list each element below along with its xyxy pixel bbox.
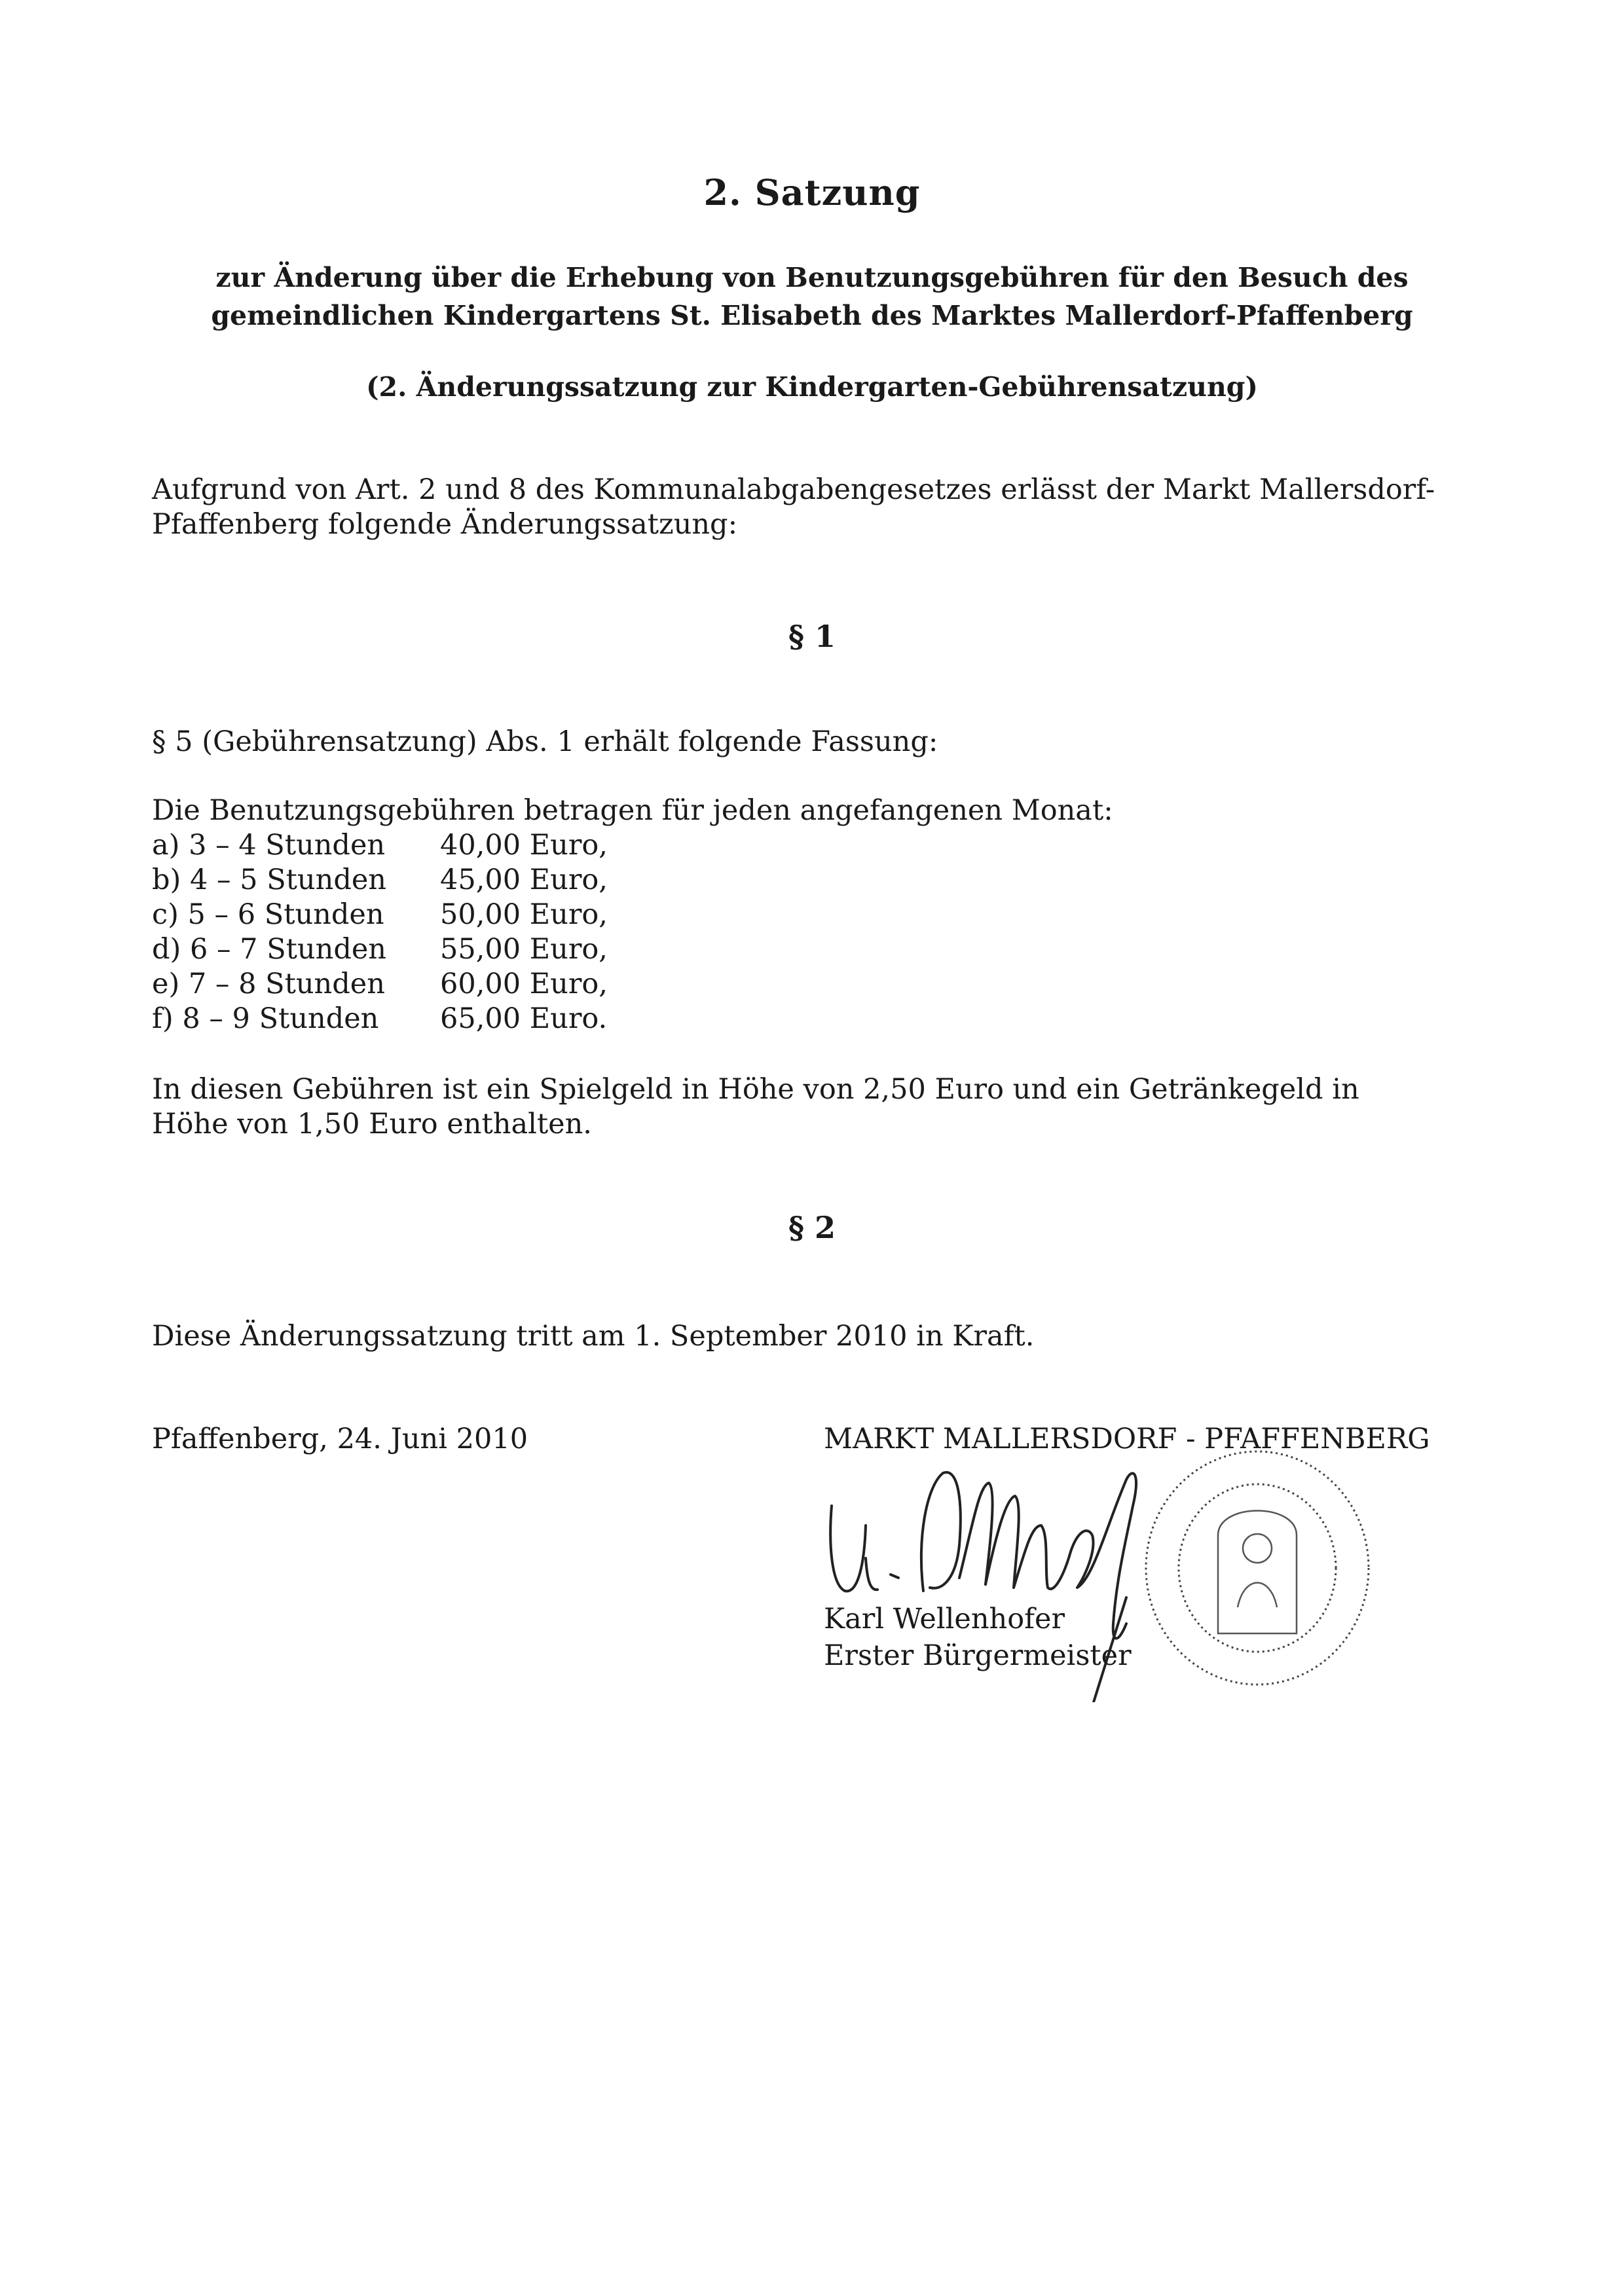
- fee-note-line-2: Höhe von 1,50 Euro enthalten.: [152, 1108, 592, 1140]
- place-date: Pfaffenberg, 24. Juni 2010: [152, 1423, 528, 1455]
- fees-intro: Die Benutzungsgebühren betragen für jeden angefangenen Monat:: [152, 794, 1113, 827]
- section-1-heading: § 1: [788, 619, 836, 654]
- signatory-name: Karl Wellenhofer: [824, 1603, 1065, 1635]
- fee-label: c) 5 – 6 Stunden: [152, 898, 384, 931]
- fee-amount: 65,00 Euro.: [440, 1002, 608, 1035]
- signatory-block: [824, 1601, 1132, 1674]
- fee-amount: 50,00 Euro,: [440, 898, 608, 931]
- fee-label: f) 8 – 9 Stunden: [152, 1002, 379, 1035]
- fee-amount: 45,00 Euro,: [440, 864, 608, 896]
- fee-label: a) 3 – 4 Stunden: [152, 829, 386, 862]
- section-1-intro: § 5 (Gebührensatzung) Abs. 1 erhält folgende Fassung:: [152, 725, 938, 758]
- preamble-line-1: Aufgrund von Art. 2 und 8 des Kommunalabgabengesetzes erlässt der Markt Mallersdorf-: [152, 473, 1435, 506]
- fee-label: e) 7 – 8 Stunden: [152, 968, 385, 1000]
- fee-label: b) 4 – 5 Stunden: [152, 864, 386, 896]
- fee-label: d) 6 – 7 Stunden: [152, 933, 386, 966]
- signatory-role: Erster Bürgermeister: [824, 1639, 1132, 1672]
- section-2-text: Diese Änderungssatzung tritt am 1. September 2010 in Kraft.: [152, 1320, 1035, 1353]
- issuing-authority: MARKT MALLERSDORF - PFAFFENBERG: [824, 1423, 1430, 1455]
- fee-note-line-1: In diesen Gebühren ist ein Spielgeld in Höhe von 2,50 Euro und ein Getränkegeld in: [152, 1073, 1359, 1106]
- subtitle-line-1: zur Änderung über die Erhebung von Benutzungsgebühren für den Besuch des: [215, 262, 1409, 293]
- short-title: (2. Änderungssatzung zur Kindergarten-Gebührensatzung): [366, 371, 1258, 403]
- fee-amount: 55,00 Euro,: [440, 933, 608, 966]
- preamble: [152, 473, 1475, 542]
- document-title: 2. Satzung: [703, 172, 921, 213]
- fee-amount: 60,00 Euro,: [440, 968, 608, 1000]
- section-2-heading: § 2: [788, 1210, 836, 1245]
- fee-note: [152, 1072, 1475, 1142]
- fee-amount: 40,00 Euro,: [440, 829, 608, 862]
- document-subtitle: [164, 259, 1460, 335]
- subtitle-line-2: gemeindlichen Kindergartens St. Elisabeth des Marktes Mallerdorf-Pfaffenberg: [211, 300, 1413, 331]
- official-seal: [1139, 1444, 1375, 1692]
- preamble-line-2: Pfaffenberg folgende Änderungssatzung:: [152, 508, 738, 541]
